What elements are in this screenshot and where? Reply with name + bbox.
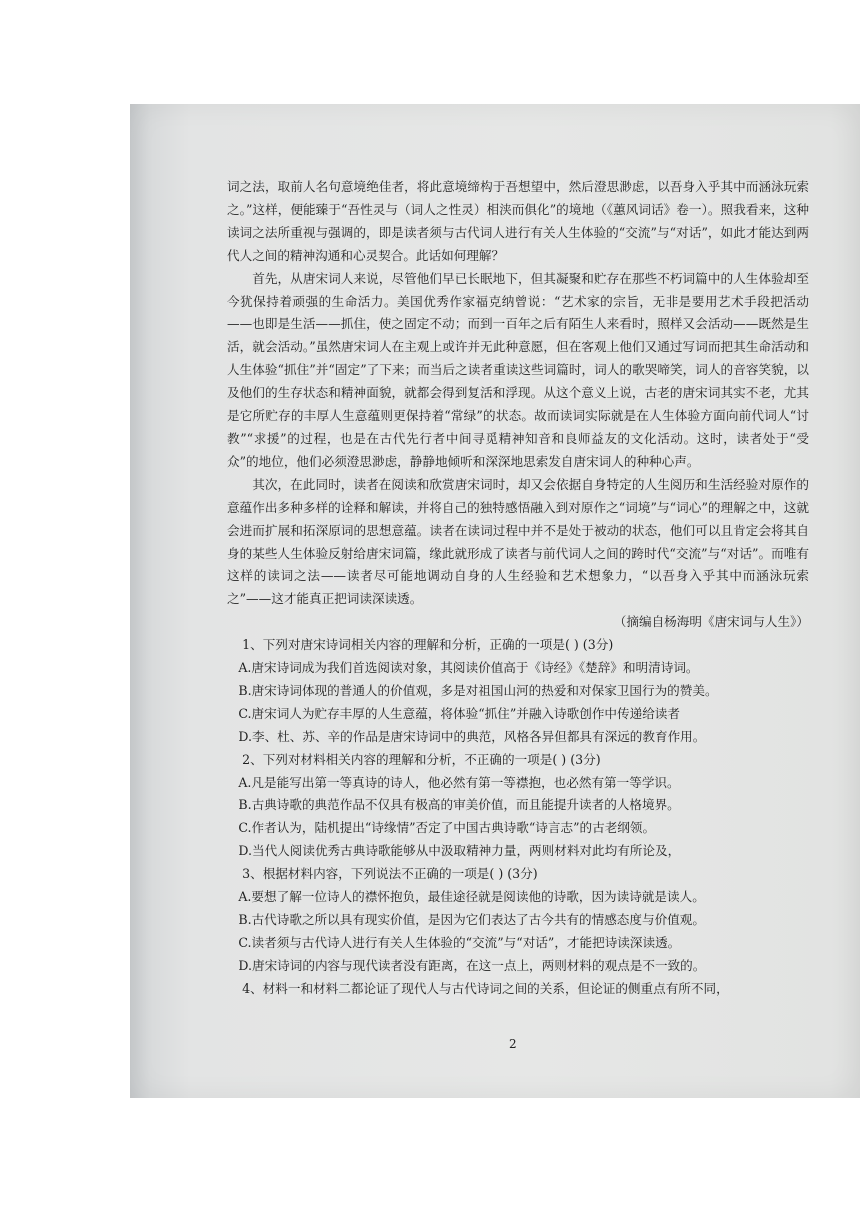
page-number: 2 [509, 1037, 517, 1051]
question-2 [227, 749, 809, 864]
question-option: C.唐宋词人为贮存丰厚的人生意蕴，将体验“抓住”并融入诗歌创作中传递给读者 [238, 705, 680, 721]
passage-source: （摘编自杨海明《唐宋词与人生》） [613, 614, 809, 630]
question-option: A.唐宋诗词成为我们首选阅读对象，其阅读价值高于《诗经》《楚辞》和明清诗词。 [238, 660, 699, 676]
passage-second-text: 其次，在此同时，读者在阅读和欣赏唐宋词时，却又会依据自身特定的人生阅历和生活经验对原作的意蕴作出多种多样的诠释和解读，并将自己的独特感悟融入到对原作之“词境”与“词心”的理解之中，这就会进而扩展和拓深原词的思想意蕴。读者在读词过程中并不是处于被动的状态，他们可以且肯定会将其自身的某些人生体验反射给唐宋词篇，缘此就形成了读者与前代词人之间的跨时代“交流”与“对话”。而唯有这样的读词之法——读者尽可能地调动自身的人生经验和艺术想象力，“以吾身入乎其中而涵泳玩索之”——这才能真正把词读深读透。 [227, 476, 809, 607]
exam-text [227, 176, 809, 1001]
passage-second-paragraph [227, 474, 809, 634]
question-stem: 1、下列对唐宋诗词相关内容的理解和分析，正确的一项是( ) (3分) [242, 637, 614, 653]
question-stem: 2、下列对材料相关内容的理解和分析，不正确的一项是( ) (3分) [242, 751, 601, 767]
question-option: A.凡是能写出第一等真诗的诗人，他必然有第一等襟抱，也必然有第一等学识。 [238, 774, 680, 790]
question-option: C.作者认为，陆机提出“诗缘情”否定了中国古典诗歌“诗言志”的古老纲领。 [238, 820, 656, 836]
question-option: C.读者须与古代诗人进行有关人生体验的“交流”与“对话”，才能把诗读深读透。 [238, 934, 681, 950]
question-1 [227, 634, 809, 749]
question-option: B.古典诗歌的典范作品不仅具有极高的审美价值，而且能提升读者的人格境界。 [238, 797, 680, 813]
question-option: B.唐宋诗词体现的普通人的价值观，多是对祖国山河的热爱和对保家卫国行为的赞美。 [238, 682, 718, 698]
passage-first-paragraph: 首先，从唐宋词人来说，尽管他们早已长眠地下，但其凝聚和贮存在那些不朽词篇中的人生体验却至今犹保持着顽强的生命活力。美国优秀作家福克纳曾说：“艺术家的宗旨，无非是要用艺术手段把活动——也即是生活——抓住，使之固定不动；而到一百年之后有陌生人来看时，照样又会活动——既然是生活，就会活动。”虽然唐宋词人在主观上或许并无此种意愿，但在客观上他们又通过写词而把其生命活动和人生体验“抓住”并“固定”了下来；而当后之读者重读这些词篇时，词人的歌哭啼笑，词人的音容笑貌，以及他们的生存状态和精神面貌，就都会得到复活和浮现。从这个意义上说，古老的唐宋词其实不老，尤其是它所贮存的丰厚人生意蕴则更保持着“常绿”的状态。故而读词实际就是在人生体验方面向前代词人“讨教”“求援”的过程，也是在古代先行者中间寻觅精神知音和良师益友的文化活动。这时，读者处于“受众”的地位，他们必须澄思渺虑，静静地倾听和深深地思索发自唐宋词人的种种心声。 [227, 270, 809, 469]
passage-intro-paragraph: 词之法，取前人名句意境绝佳者，将此意境缔构于吾想望中，然后澄思渺虑，以吾身入乎其中而涵泳玩索之。”这样，便能臻于“吾性灵与（词人之性灵）相浃而俱化”的境地（《蕙风词话》卷一）。照我看来，这种读词之法所重视与强调的，即是读者须与古代词人进行有关人生体验的“交流”与“对话”，如此才能达到两代人之间的精神沟通和心灵契合。此话如何理解？ [227, 179, 809, 263]
question-option: D.当代人阅读优秀古典诗歌能够从中汲取精神力量，两则材料对此均有所论及， [238, 843, 681, 859]
question-option: D.李、杜、苏、辛的作品是唐宋诗词中的典范，风格各异但都具有深远的教育作用。 [238, 728, 706, 744]
question-stem: 4、材料一和材料二都论证了现代人与古代诗词之间的关系，但论证的侧重点有所不同， [242, 980, 729, 996]
question-option: A.要想了解一位诗人的襟怀抱负，最佳途径就是阅读他的诗歌，因为读诗就是读人。 [238, 889, 705, 905]
question-4 [227, 978, 809, 1001]
question-option: B.古代诗歌之所以具有现实价值，是因为它们表达了古今共有的情感态度与价值观。 [238, 912, 705, 927]
question-3 [227, 863, 809, 978]
question-stem: 3、根据材料内容，下列说法不正确的一项是( ) (3分) [242, 866, 538, 882]
question-option: D.唐宋诗词的内容与现代读者没有距离，在这一点上，两则材料的观点是不一致的。 [238, 957, 706, 973]
